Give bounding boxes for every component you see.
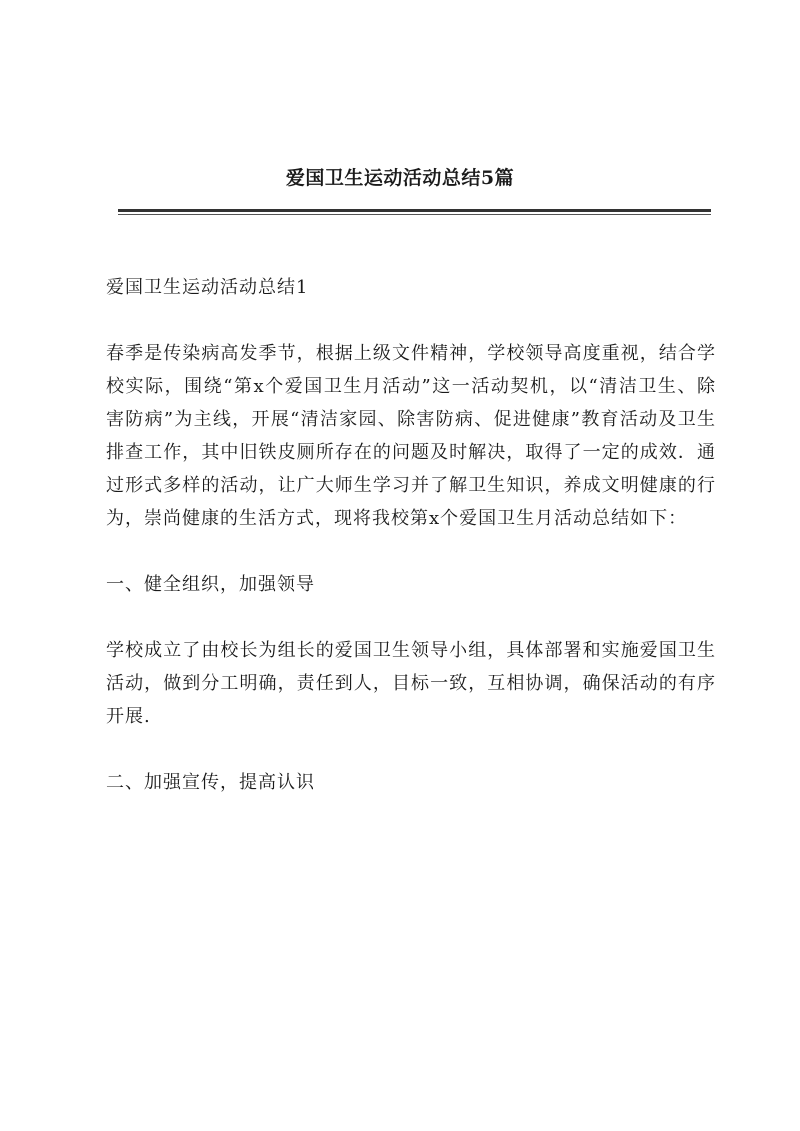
heading-two: 二、加强宣传，提高认识 xyxy=(106,772,315,793)
title-divider-thin xyxy=(118,214,711,215)
section-title: 爱国卫生运动活动总结1 xyxy=(106,277,309,298)
paragraph-organization: 学校成立了由校长为组长的爱国卫生领导小组，具体部署和实施爱国卫生活动，做到分工明确，责任到人，目标一致，互相协调，确保活动的有序开展. xyxy=(106,640,716,727)
document-title: 爱国卫生运动活动总结5篇 xyxy=(285,167,515,189)
intro-paragraph: 春季是传染病高发季节，根据上级文件精神，学校领导高度重视，结合学校实际，围绕“第x个爱国卫生月活动”这一活动契机，以“清洁卫生、除害防病”为主线，开展“清洁家园、除害防病、促进健康”教育活动及卫生排查工作，其中旧铁皮厕所存在的问题及时解决，取得了一定的成效．通过形式多样的活动，让广大师生学习并了解卫生知识，养成文明健康的行为，崇尚健康的生活方式，现将我校第x个爱国卫生月活动总结如下： xyxy=(106,343,716,529)
title-divider xyxy=(118,209,711,212)
heading-one: 一、健全组织，加强领导 xyxy=(106,574,315,595)
document-body xyxy=(106,271,716,799)
